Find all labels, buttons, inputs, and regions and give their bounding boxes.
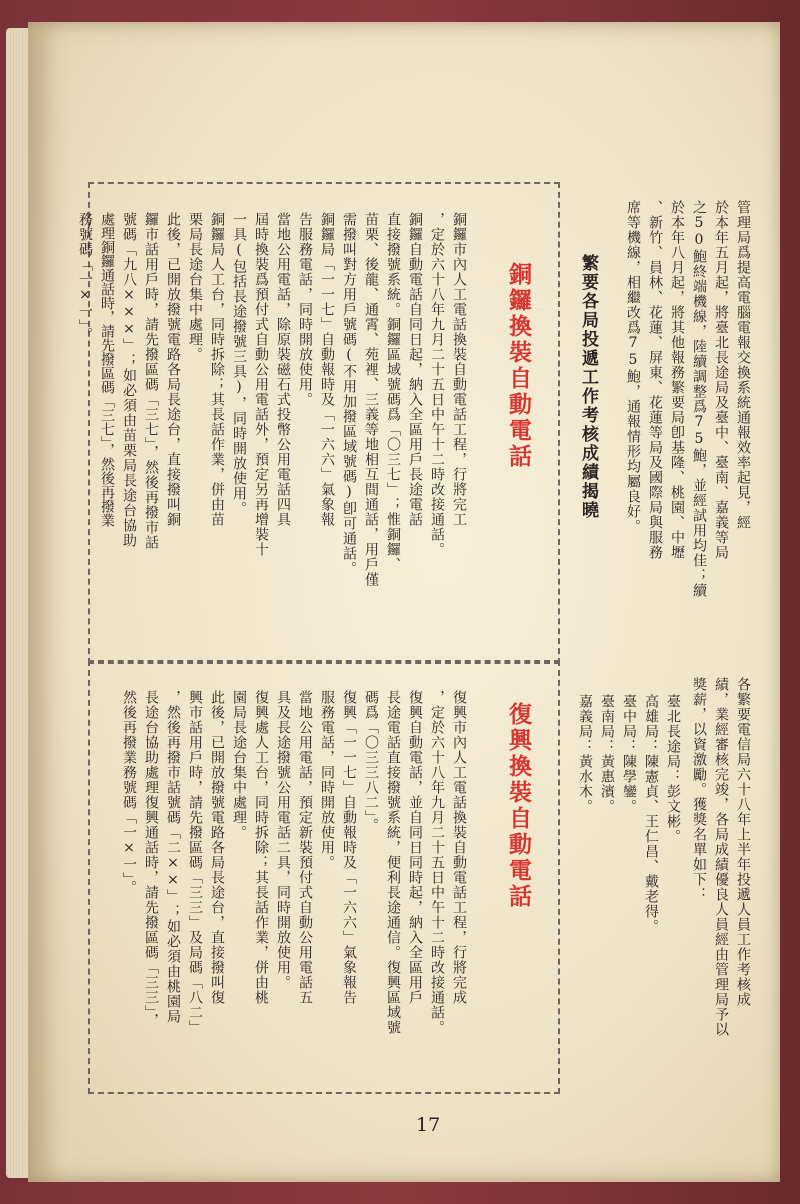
book-page bbox=[28, 22, 780, 1182]
award-item: 臺南局：黃惠濱。 bbox=[599, 694, 615, 814]
text-line: 號碼「九八×××」；如必須由苗栗局長途台協助 bbox=[121, 212, 137, 548]
text-line: 、新竹、員林、花蓮、屏東、花蓮等局及國際局與服務 bbox=[647, 200, 663, 560]
text-line: 當地公用電話，預定新裝預付式自動公用電話五 bbox=[297, 690, 313, 1005]
text-line: 當地公用電話，除原裝磁石式投幣公用電話四具 bbox=[275, 212, 291, 527]
text-line: 銅鑼市內人工電話換裝自動電話工程，行將完工 bbox=[451, 212, 467, 527]
text-line: 告服務電話，同時開放使用。 bbox=[297, 212, 313, 407]
award-item: 臺中局：陳學鑾。 bbox=[621, 694, 637, 814]
text-line: 此後，已開放撥號電路各局長途台，直接撥叫復 bbox=[209, 690, 225, 1005]
text-line: 興市話用戶時，請先撥區碼「三三」及局碼「八二」 bbox=[187, 690, 203, 1035]
text-line: 處理銅鑼通話時，請先撥區碼「三七」，然後再撥業 bbox=[99, 212, 115, 527]
text-line: 於本年五月起，將臺北長途局及臺中、臺南、嘉義等局 bbox=[713, 200, 729, 560]
text-line: 務號碼「一×一」。 bbox=[77, 212, 93, 342]
award-item: 高雄局：陳憲貞、王仁昌、戴老得。 bbox=[643, 694, 659, 934]
page-number: 17 bbox=[416, 1114, 441, 1136]
article-title-awards: 繁要各局投遞工作考核成績揭曉 bbox=[578, 254, 598, 520]
text-line: 此後，已開放撥號電路各局長途台，直接撥叫銅 bbox=[165, 212, 181, 527]
text-line: 需撥叫對方用戶號碼(不用加撥區域號碼)卽可通話。 bbox=[341, 212, 357, 576]
text-line: ，定於六十八年九月二十五日中午十二時改接通話。 bbox=[429, 690, 445, 1035]
text-line: ，定於六十八年九月二十五日中午十二時改接通話。 bbox=[429, 212, 445, 557]
text-line: 屆時換裝爲預付式自動公用電話外，預定另再增裝十 bbox=[253, 212, 269, 557]
text-line: 復興處人工台，同時拆除；其長話作業，併由桃 bbox=[253, 690, 269, 1005]
text-line: 復興自動電話，並自同日同時起，納入全區用戶 bbox=[407, 690, 423, 1005]
text-line: 長途電話直接撥號系統，便利長途通信。復興區域號 bbox=[385, 690, 401, 1035]
text-line: 獎薪，以資激勵。獲獎名單如下： bbox=[691, 677, 707, 902]
award-item: 臺北長途局：彭文彬。 bbox=[665, 694, 681, 844]
text-line: 銅鑼局人工台，同時拆除；其長話作業，併由苗 bbox=[209, 212, 225, 527]
text-line: 園局長途台集中處理。 bbox=[231, 690, 247, 840]
text-line: 直接撥號系統。銅鑼區域號碼爲「〇三七」；惟銅鑼、 bbox=[385, 212, 401, 572]
text-line: 管理局爲提高電腦電報交換系統通報效率起見，經 bbox=[735, 200, 751, 530]
text-line: 苗栗、後龍、通霄、苑裡、三義等地相互間通話，用戶僅 bbox=[363, 212, 379, 587]
article-title-tongluo: 銅鑼換裝自動電話 bbox=[505, 262, 531, 470]
text-line: 各繁要電信局六十八年上半年投遞人員工作考核成 bbox=[735, 677, 751, 1007]
text-line: 復興「一一七」自動報時及「一六六」氣象報告 bbox=[341, 690, 357, 1005]
text-line: 栗局長途台集中處理。 bbox=[187, 212, 203, 362]
text-line: 席等機線，相繼改爲75鮑，通報情形均屬良好。 bbox=[625, 200, 641, 534]
text-line: 服務電話，同時開放使用。 bbox=[319, 690, 335, 870]
text-line: 績，業經審核完竣，各局成績優良人員經由管理局予以 bbox=[713, 677, 729, 1037]
text-line: 銅鑼自動電話自同日起，納入全區用戶長途電話 bbox=[407, 212, 423, 527]
article-title-fuxing: 復興換裝自動電話 bbox=[505, 702, 531, 910]
text-line: 鑼市話用戶時，請先撥區碼「三七」，然後再撥市話 bbox=[143, 212, 159, 550]
award-item: 嘉義局：黃水木。 bbox=[577, 694, 593, 814]
text-line: 碼爲「〇三三八二」。 bbox=[363, 690, 379, 833]
text-line: 然後再撥業務號碼「一×一」。 bbox=[121, 690, 137, 895]
text-line: 銅鑼局「一一七」自動報時及「一六六」氣象報 bbox=[319, 212, 335, 527]
text-line: 一具(包括長途撥號三具)，同時開放使用。 bbox=[231, 212, 247, 516]
text-line: ，然後再撥市話號碼「二××」；如必須由桃園局 bbox=[165, 690, 181, 1024]
text-line: 於本年八月起，將其他報務繁要局卽基隆、桃園、中壢 bbox=[669, 200, 685, 560]
text-line: 之50鮑終端機線，陸續調整爲75鮑，並經試用均佳；續 bbox=[691, 200, 707, 598]
text-line: 具及長途撥號公用電話二具，同時開放使用。 bbox=[275, 690, 291, 990]
text-line: 長途台協助處理復興通話時，請先撥區碼「三三」， bbox=[143, 690, 159, 1028]
text-line: 復興市內人工電話換裝自動電話工程，行將完成 bbox=[451, 690, 467, 1005]
